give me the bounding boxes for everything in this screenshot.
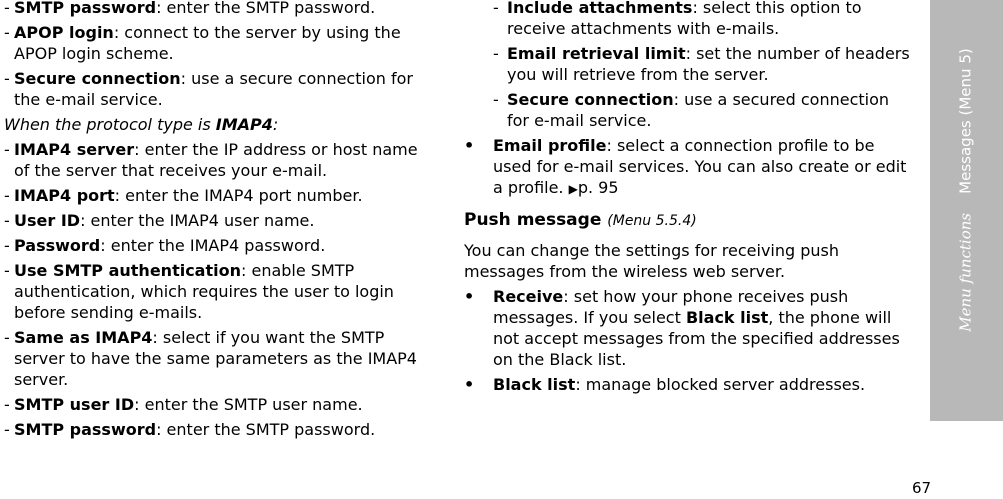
item-secure-connection [4, 68, 424, 110]
item-label: APOP login [14, 23, 114, 42]
item-user-id [4, 210, 424, 231]
item-text: : set how your phone receives push messages. If you select [493, 287, 849, 327]
side-section-tab [930, 0, 1003, 421]
dash: - [493, 44, 499, 63]
item-label: Include attachments [507, 0, 693, 17]
item-text: : enter the SMTP password. [156, 420, 376, 439]
section-title: Menu functions [956, 212, 975, 332]
heading-menu-number: (Menu 5.5.4) [607, 213, 697, 229]
dash: - [4, 328, 10, 347]
page-number: 67 [912, 479, 932, 497]
item-smtp-password [4, 0, 424, 18]
imap4-intro [4, 114, 424, 135]
item-include-attachments [464, 0, 916, 39]
item-text: : connect to the server by using the APOP login scheme. [14, 23, 401, 63]
item-text: : enter the SMTP password. [156, 0, 376, 17]
item-text: : set the number of headers you will retrieve from the server. [507, 44, 910, 84]
intro-label: IMAP4 [215, 115, 273, 134]
bullet: • [464, 287, 475, 306]
item-text: : enter the IMAP4 port number. [114, 186, 363, 205]
chapter-title: Messages (Menu 5) [956, 48, 975, 194]
item-smtp-user-id [4, 394, 424, 415]
dash: - [4, 261, 10, 280]
dash: - [493, 0, 499, 17]
item-label: SMTP password [14, 0, 157, 17]
dash: - [493, 90, 499, 109]
item-label: SMTP password [14, 420, 157, 439]
dash: - [4, 420, 10, 439]
item-label: User ID [14, 211, 81, 230]
item-label: Black list [493, 375, 576, 394]
item-receive [464, 286, 916, 370]
item-email-profile [464, 135, 916, 200]
item-text: : enter the SMTP user name. [134, 395, 363, 414]
dash: - [4, 236, 10, 255]
item-text: : select if you want the SMTP server to have the same parameters as the IMAP4 server. [14, 328, 417, 389]
push-message-heading [464, 209, 916, 232]
item-text: : use a secure connection for the e-mail service. [14, 69, 413, 109]
dash: - [4, 140, 10, 159]
item-text: : select a connection profile to be used for e-mail services. You can also create or edit a profile. [493, 136, 907, 197]
item-label: Secure connection [507, 90, 674, 109]
intro-text: When the protocol type is [4, 115, 216, 134]
push-intro: You can change the settings for receiving push messages from the wireless web server. [464, 241, 840, 281]
dash: - [4, 69, 10, 88]
dash: - [4, 211, 10, 230]
left-column [4, 0, 424, 440]
item-label: Email retrieval limit [507, 44, 686, 63]
item-label: Secure connection [14, 69, 181, 88]
item-label: IMAP4 server [14, 140, 135, 159]
item-imap4-port [4, 185, 424, 206]
item-black-list [464, 374, 916, 395]
item-email-retrieval-limit [464, 43, 916, 85]
item-imap4-server [4, 139, 424, 181]
item-same-as-imap4 [4, 327, 424, 390]
item-password [4, 235, 424, 256]
arrow-right-icon: ▶ [568, 182, 578, 196]
dash: - [4, 23, 10, 42]
item-text: : select this option to receive attachments with e-mails. [507, 0, 862, 38]
side-tab-text [956, 48, 977, 331]
item-secure-connection-2 [464, 89, 916, 131]
item-label: Same as IMAP4 [14, 328, 153, 347]
dash: - [4, 186, 10, 205]
item-inline-label: Black list [685, 308, 769, 327]
item-text: : enable SMTP authentication, which requires the user to login before sending e-mails. [14, 261, 394, 322]
item-label: IMAP4 port [14, 186, 115, 205]
dash: - [4, 395, 10, 414]
item-text: : enter the IMAP4 user name. [80, 211, 315, 230]
item-text: : manage blocked server addresses. [575, 375, 866, 394]
dash: - [4, 0, 10, 17]
bullet: • [464, 375, 475, 394]
item-text-2: , the phone will not accept messages from the specified addresses on the Black list. [493, 308, 900, 369]
item-label: Use SMTP authentication [14, 261, 241, 280]
item-text: : use a secured connection for e-mail service. [507, 90, 890, 130]
item-use-smtp-authentication [4, 260, 424, 323]
item-apop-login [4, 22, 424, 64]
page-reference: p. 95 [577, 178, 619, 197]
item-label: Email profile [493, 136, 607, 155]
bullet: • [464, 136, 475, 155]
item-text: : enter the IMAP4 password. [100, 236, 326, 255]
intro-colon: : [272, 115, 279, 134]
heading-title: Push message [464, 210, 602, 230]
item-label: Receive [493, 287, 564, 306]
item-smtp-password-2 [4, 419, 424, 440]
right-column [464, 0, 916, 395]
item-text: : enter the IP address or host name of the server that receives your e-mail. [14, 140, 418, 180]
item-label: Password [14, 236, 101, 255]
item-label: SMTP user ID [14, 395, 135, 414]
